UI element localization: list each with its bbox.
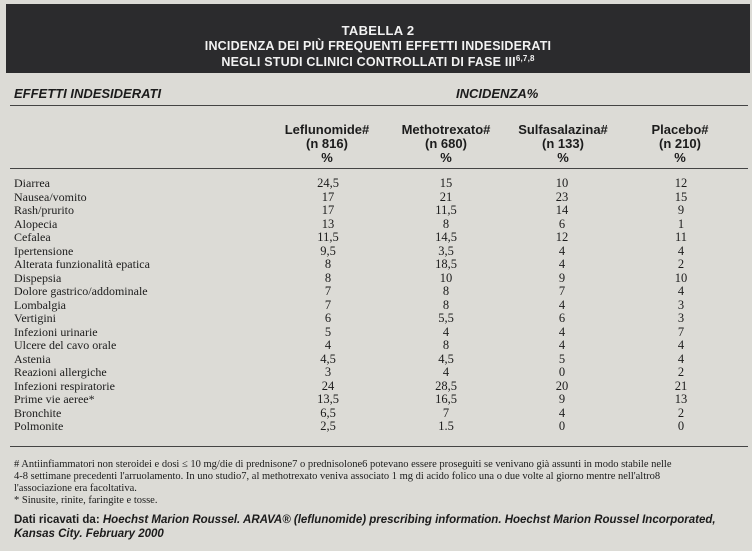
row-value: 10 [439, 270, 453, 285]
table-subtitle-line1: INCIDENZA DEI PIÙ FREQUENTI EFFETTI INDESIDERATI [204, 39, 552, 53]
table-row [0, 177, 752, 189]
table-row [0, 299, 752, 311]
table-row [0, 191, 752, 203]
table-subtitle-line2: NEGLI STUDI CLINICI CONTROLLATI DI FASE III$^{6,7,8}$ [221, 54, 535, 70]
row-value: 24 [321, 378, 335, 393]
row-label: Prime vie aeree* [14, 392, 95, 406]
row-label: Nausea/vomito [14, 189, 87, 204]
column-header-placebo: Placebo# (n 210) % [651, 122, 709, 165]
row-value: 13 [674, 392, 688, 406]
row-value: 9,5 [320, 243, 336, 258]
row-value: 12 [674, 176, 688, 190]
table-row [0, 326, 752, 338]
table-row [0, 353, 752, 365]
row-label: Bronchite [14, 405, 62, 420]
row-value: 10 [674, 270, 688, 285]
row-label: Vertigini [14, 311, 56, 325]
table-row [0, 272, 752, 284]
row-value: 8 [442, 216, 450, 231]
column-header-leflunomide: Leflunomide# (n 816) % [284, 122, 370, 165]
row-value: 4 [442, 324, 450, 339]
section-effects-label: EFFETTI INDESIDERATI [14, 86, 162, 101]
row-label: Alterata funzionalità epatica [14, 257, 150, 271]
row-value: 3 [677, 311, 685, 325]
row-value: 3,5 [438, 243, 454, 258]
row-label: Diarrea [14, 176, 50, 190]
footnote-hash-line1: # Antiinfiammatori non steroidei e dosi ≤ 10 mg/die di prednisone7 o prednisolone6 potevano essere proseguiti se venivano già assunti in modo stabile nelle [14, 459, 672, 470]
row-value: 9 [677, 203, 685, 217]
row-value: 3 [324, 365, 332, 379]
table-row [0, 339, 752, 351]
table-row [0, 393, 752, 405]
row-value: 2 [677, 365, 685, 379]
row-value: 4 [558, 243, 566, 258]
row-value: 7 [558, 284, 566, 298]
row-value: 11 [674, 230, 688, 244]
row-value: 23 [555, 189, 569, 204]
row-value: 4 [558, 257, 566, 271]
row-value: 21 [439, 189, 453, 204]
row-label: Rash/prurito [14, 203, 74, 217]
row-value: 2 [677, 405, 685, 420]
column-header-methotrexato: Methotrexato# (n 680) % [401, 122, 491, 165]
row-value: 8 [442, 284, 450, 298]
divider [10, 105, 748, 106]
row-value: 4,5 [438, 351, 454, 366]
row-value: 4 [677, 243, 685, 258]
table-row [0, 204, 752, 216]
row-value: 4 [558, 297, 566, 312]
row-label: Lombalgia [14, 297, 66, 312]
row-value: 15 [439, 176, 453, 190]
row-label: Infezioni respiratorie [14, 378, 115, 393]
row-label: Cefalea [14, 230, 51, 244]
table-row [0, 245, 752, 257]
row-value: 2 [677, 257, 685, 271]
row-value: 13,5 [317, 392, 339, 406]
row-value: 5,5 [438, 311, 454, 325]
row-value: 8 [324, 270, 332, 285]
source-citation: Dati ricavati da: Hoechst Marion Roussel. ARAVA® (leflunomide) prescribing information. Hoechst Marion Roussel Incorporated, Kansas City. February 2000 [14, 514, 716, 540]
row-value: 8 [324, 257, 332, 271]
table-title: TABELLA 2 [341, 23, 415, 38]
row-value: 0 [558, 419, 566, 433]
table-header [6, 4, 750, 73]
row-value: 18,5 [435, 257, 457, 271]
row-value: 0 [677, 419, 685, 433]
row-value: 1 [677, 216, 685, 231]
row-value: 6 [324, 311, 332, 325]
row-label: Reazioni allergiche [14, 365, 107, 379]
row-value: 21 [674, 378, 688, 393]
row-value: 12 [555, 230, 569, 244]
row-label: Astenia [14, 351, 51, 366]
row-value: 16,5 [435, 392, 457, 406]
references-superscript: 6,7,8 [515, 54, 535, 63]
row-value: 14,5 [435, 230, 457, 244]
row-label: Alopecia [14, 216, 58, 231]
row-value: 1.5 [438, 419, 454, 433]
row-value: 24,5 [317, 176, 339, 190]
row-value: 11,5 [435, 203, 457, 217]
row-label: Ulcere del cavo orale [14, 338, 117, 352]
table-row [0, 285, 752, 297]
row-value: 15 [674, 189, 688, 204]
row-value: 10 [555, 176, 569, 190]
row-value: 17 [321, 189, 335, 204]
row-value: 7 [442, 405, 450, 420]
row-value: 14 [555, 203, 569, 217]
row-label: Infezioni urinarie [14, 324, 98, 339]
row-value: 5 [558, 351, 566, 366]
table-row [0, 420, 752, 432]
row-value: 4 [442, 365, 450, 379]
row-value: 13 [321, 216, 335, 231]
row-value: 0 [558, 365, 566, 379]
row-value: 3 [677, 297, 685, 312]
row-value: 7 [677, 324, 685, 339]
row-label: Polmonite [14, 419, 64, 433]
row-value: 9 [558, 270, 566, 285]
row-value: 6 [558, 311, 566, 325]
footnote-hash-line3: l'associazione era facoltativa. [14, 483, 137, 494]
row-value: 28,5 [435, 378, 457, 393]
footnote-star: * Sinusite, rinite, faringite e tosse. [14, 495, 158, 506]
row-value: 6,5 [320, 405, 336, 420]
row-value: 4 [677, 351, 685, 366]
row-value: 4 [558, 324, 566, 339]
table-row [0, 258, 752, 270]
row-value: 4 [558, 338, 566, 352]
row-value: 8 [442, 338, 450, 352]
row-label: Dispepsia [14, 270, 62, 285]
table-row [0, 231, 752, 243]
row-label: Dolore gastrico/addominale [14, 284, 148, 298]
divider [10, 446, 748, 447]
table-row [0, 407, 752, 419]
row-value: 4 [558, 405, 566, 420]
footnote-hash-line2: 4-8 settimane precedenti l'arruolamento. In uno studio7, al methotrexato veniva associato 1 mg di acido folico una o due volte al giorno mentre nell'altro8 [14, 471, 661, 482]
row-value: 8 [442, 297, 450, 312]
row-value: 11,5 [317, 230, 339, 244]
row-value: 17 [321, 203, 335, 217]
row-value: 9 [558, 392, 566, 406]
table-row [0, 312, 752, 324]
table-row [0, 366, 752, 378]
row-label: Ipertensione [14, 243, 74, 258]
column-header-sulfasalazina: Sulfasalazina# (n 133) % [518, 122, 608, 165]
divider [10, 168, 748, 169]
table-row [0, 380, 752, 392]
row-value: 5 [324, 324, 332, 339]
section-incidence-label: INCIDENZA% [456, 86, 539, 101]
row-value: 4 [677, 338, 685, 352]
row-value: 20 [555, 378, 569, 393]
row-value: 2,5 [320, 419, 336, 433]
row-value: 4,5 [320, 351, 336, 366]
row-value: 4 [677, 284, 685, 298]
row-value: 4 [324, 338, 332, 352]
row-value: 7 [324, 297, 332, 312]
row-value: 6 [558, 216, 566, 231]
row-value: 7 [324, 284, 332, 298]
table-row [0, 218, 752, 230]
